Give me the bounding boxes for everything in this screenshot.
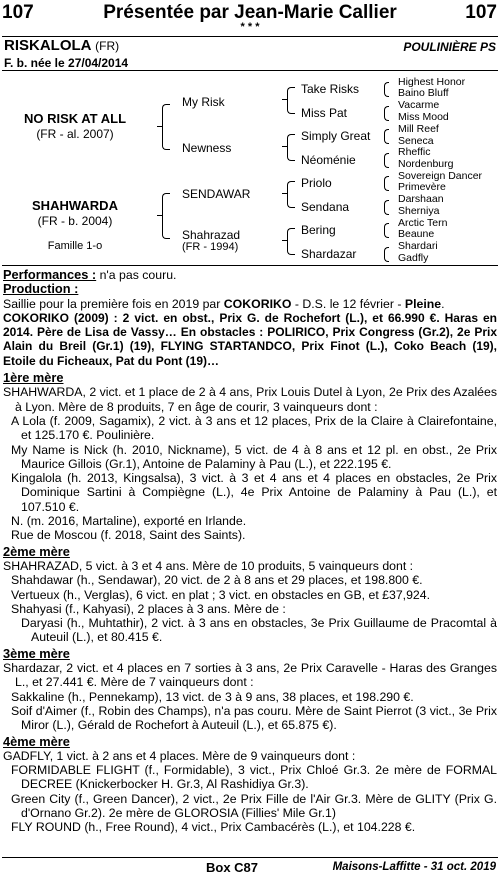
gen4-2: Baino Bluff — [398, 87, 449, 99]
m4-line-3: FLY ROUND (h., Free Round), 4 vict., Prix Cambacérès (L.), et 104.228 €. — [11, 820, 416, 835]
brace-g3 — [384, 176, 389, 191]
dam-info: (FR - b. 2004) — [37, 214, 113, 228]
gen3-take-risks: Take Risks — [301, 82, 360, 96]
gen4-11: Darshaan — [398, 193, 444, 205]
lot-number-left: 107 — [2, 2, 34, 23]
gen3-priolo: Priolo — [301, 176, 332, 190]
footer-box: Box C87 — [206, 860, 259, 875]
m3-line-2: Soif d'Aimer (f., Robin des Champs), n'a pas couru. Mère de Saint Pierrot (3 vict., 3e Prix Miror (L.), Gérald de Rochefort à Auteuil (L.), et 65.875 €). — [11, 703, 497, 733]
gen4-9: Sovereign Dancer — [398, 170, 483, 182]
gen4-10: Primevère — [398, 181, 446, 193]
gen4-6: Seneca — [398, 135, 434, 147]
performances-text: n'a pas couru. — [96, 268, 177, 282]
brace-g2 — [287, 228, 295, 255]
brace-sire — [162, 104, 170, 150]
gen4-7: Rheffic — [398, 146, 431, 158]
mother-3-label: 3ème mère — [3, 645, 70, 661]
gen3-sendana: Sendana — [301, 200, 350, 214]
brace-tick — [282, 240, 287, 241]
m1-line-5: Rue de Moscou (f. 2018, Saint des Saints). — [11, 528, 246, 543]
m1-line-1: A Lola (f. 2009, Sagamix), 2 vict. à 3 ans et 12 places, Prix de la Claire à Clairefontaine, et 125.170 €. Poulinière. — [11, 413, 497, 443]
production-label: Production : — [3, 281, 79, 297]
m2-line-0: SHAHRAZAD, 5 vict. à 3 et 4 ans. Mère de 10 produits, 5 vainqueurs dont : — [3, 558, 414, 573]
performances-label: Performances : — [3, 267, 97, 282]
m1-line-0: SHAHWARDA, 2 vict. et 1 place de 2 à 4 ans, Prix Louis Dutel à Lyon, 2e Prix des Azalées à Lyon. Mère de 8 produits, 7 en âge de courir, 3 vainqueurs dont : — [3, 385, 497, 414]
production-detail: COKORIKO (2009) : 2 vict. en obst., Prix G. de Rochefort (L.), et 66.990 €. Haras en 2014. Père de Lisa de Vassy… En obstacles : POLIRICO, Prix Congress (Gr.2), 2e Prix Alain du Breil (Gr.1) (19), FLYING STARTANDCO, Prix Finot (L.), Coko Beach (19), Etoile du Ficheaux, Pat du Pont (19)… — [3, 310, 497, 368]
gen4-1: Highest Honor — [398, 76, 466, 88]
footer-place-date: Maisons-Laffitte - 31 oct. 2019 — [332, 861, 496, 873]
brace-g2 — [287, 181, 295, 208]
gen4-13: Arctic Tern — [398, 217, 448, 229]
brace-g3 — [384, 106, 389, 121]
dam-family: Famille 1-o — [47, 240, 103, 252]
gen4-12: Sherniya — [398, 205, 440, 217]
separator-stars: * * * — [240, 21, 260, 33]
brace-tick — [282, 146, 287, 147]
brace-tick — [282, 99, 287, 100]
page-title: Présentée par Jean-Marie Callier — [103, 2, 397, 23]
brace-g3 — [384, 223, 389, 238]
brace-g3 — [384, 200, 389, 215]
gen2-my-risk: My Risk — [182, 95, 225, 109]
m1-line-4: N. (m. 2016, Martaline), exporté en Irlande. — [11, 514, 247, 529]
m3-line-0: Shardazar, 2 vict. et 4 places en 7 sorties à 3 ans, 2e Prix Caravelle - Haras des Granges L., et 27.441 €. Mère de 7 vainqueurs dont : — [3, 661, 497, 690]
m2-line-1: Shahdawar (h., Sendawar), 20 vict. de 2 à 8 ans et 29 places, et 198.800 €. — [11, 573, 423, 588]
gen4-14: Beaune — [398, 228, 435, 240]
brace-tick — [157, 215, 162, 216]
gen4-4: Miss Mood — [398, 111, 449, 123]
rule-under-pedigree — [2, 265, 498, 266]
gen4-15: Shardari — [398, 240, 438, 252]
gen3-simply-great: Simply Great — [301, 129, 371, 143]
production-line-1: Saillie pour la première fois en 2019 par COKORIKO - D.S. le 12 février - Pleine. — [3, 296, 445, 311]
lot-number-right: 107 — [465, 2, 497, 23]
m4-line-2: Green City (f., Green Dancer), 2 vict., 2e Prix Fille de l'Air Gr.3. Mère de GLITY (Prix G. d'Ornano Gr.2). 2e mère de GLOROSIA (Fillies' Mile Gr.1) — [11, 791, 497, 820]
m4-line-1: FORMIDABLE FLIGHT (f., Formidable), 3 vict., Prix Chloé Gr.3. 2e mère de FORMAL DECREE (Knickerbocker H. Gr.3, Al Rashidiya Gr.3). — [11, 763, 497, 792]
gen3-bering: Bering — [301, 223, 336, 237]
mother-2-label: 2ème mère — [3, 543, 70, 559]
m4-line-0: GADFLY, 1 vict. à 2 ans et 4 places. Mère de 9 vainqueurs dont : — [3, 748, 356, 763]
gen4-5: Mill Reef — [398, 123, 439, 135]
gen2-newness: Newness — [182, 141, 232, 155]
gen4-8: Nordenburg — [398, 158, 454, 170]
m2-line-4: Daryasi (h., Muhtathir), 2 vict. à 3 ans en obstacles, 3e Prix Guillaume de Pracomtal à Auteuil (L.), et 80.415 €. — [21, 616, 497, 645]
gen2-shahrazad: Shahrazad — [182, 228, 241, 242]
brace-g2 — [287, 134, 295, 161]
rule-under-name — [2, 70, 498, 71]
brace-tick — [282, 193, 287, 194]
gen4-16: Gadfly — [398, 252, 429, 264]
gen2-shahrazad-info: (FR - 1994) — [182, 241, 239, 253]
horse-category: POULINIÈRE PS — [403, 40, 496, 54]
dam-name: SHAHWARDA — [32, 198, 118, 213]
brace-dam — [162, 193, 170, 239]
mother-4-label: 4ème mère — [3, 733, 70, 749]
m2-line-3: Shahyasi (f., Kahyasi), 2 places à 3 ans. Mère de : — [11, 601, 286, 616]
m3-line-1: Sakkaline (h., Pennekamp), 13 vict. de 3 à 9 ans, 38 places, et 198.290 €. — [11, 689, 414, 704]
gen4-3: Vacarme — [398, 99, 440, 111]
horse-birth: F. b. née le 27/04/2014 — [4, 56, 129, 70]
m1-line-2: My Name is Nick (h. 2010, Nickname), 5 vict. de 4 à 8 ans et 12 pl. en obst., 2e Prix Maurice Gillois (Gr.1), Antoine de Palaminy à Pau (L.), et 222.195 €. — [11, 442, 497, 471]
gen3-miss-pat: Miss Pat — [301, 106, 348, 120]
mother-1-label: 1ère mère — [3, 370, 64, 386]
brace-g3 — [384, 129, 389, 144]
brace-tick — [157, 126, 162, 127]
gen3-shardazar: Shardazar — [301, 247, 357, 261]
gen2-sendawar: SENDAWAR — [182, 187, 251, 201]
horse-name: RISKALOLA (FR) — [4, 37, 120, 54]
performances-line — [3, 268, 497, 282]
body-text — [3, 268, 497, 835]
brace-g2 — [287, 87, 295, 114]
brace-g3 — [384, 153, 389, 168]
sire-name: NO RISK AT ALL — [23, 111, 127, 126]
brace-g3 — [384, 247, 389, 262]
m2-line-2: Vertueux (h., Verglas), 6 vict. en plat ; 3 vict. en obstacles en GB, et £37,924. — [11, 587, 431, 602]
brace-g3 — [384, 82, 389, 97]
gen3-neomenie: Néoménie — [301, 153, 356, 167]
m1-line-3: Kingalola (h. 2013, Kingsalsa), 3 vict. à 3 et 4 ans et 4 places en obstacles, 2e Prix Dominique Sartini à Compiègne (L.), 4e Prix Antoine de Palaminy à Pau (L.), et 107.510 €. — [11, 471, 497, 514]
sire-info: (FR - al. 2007) — [36, 127, 114, 141]
rule-footer — [2, 857, 498, 858]
